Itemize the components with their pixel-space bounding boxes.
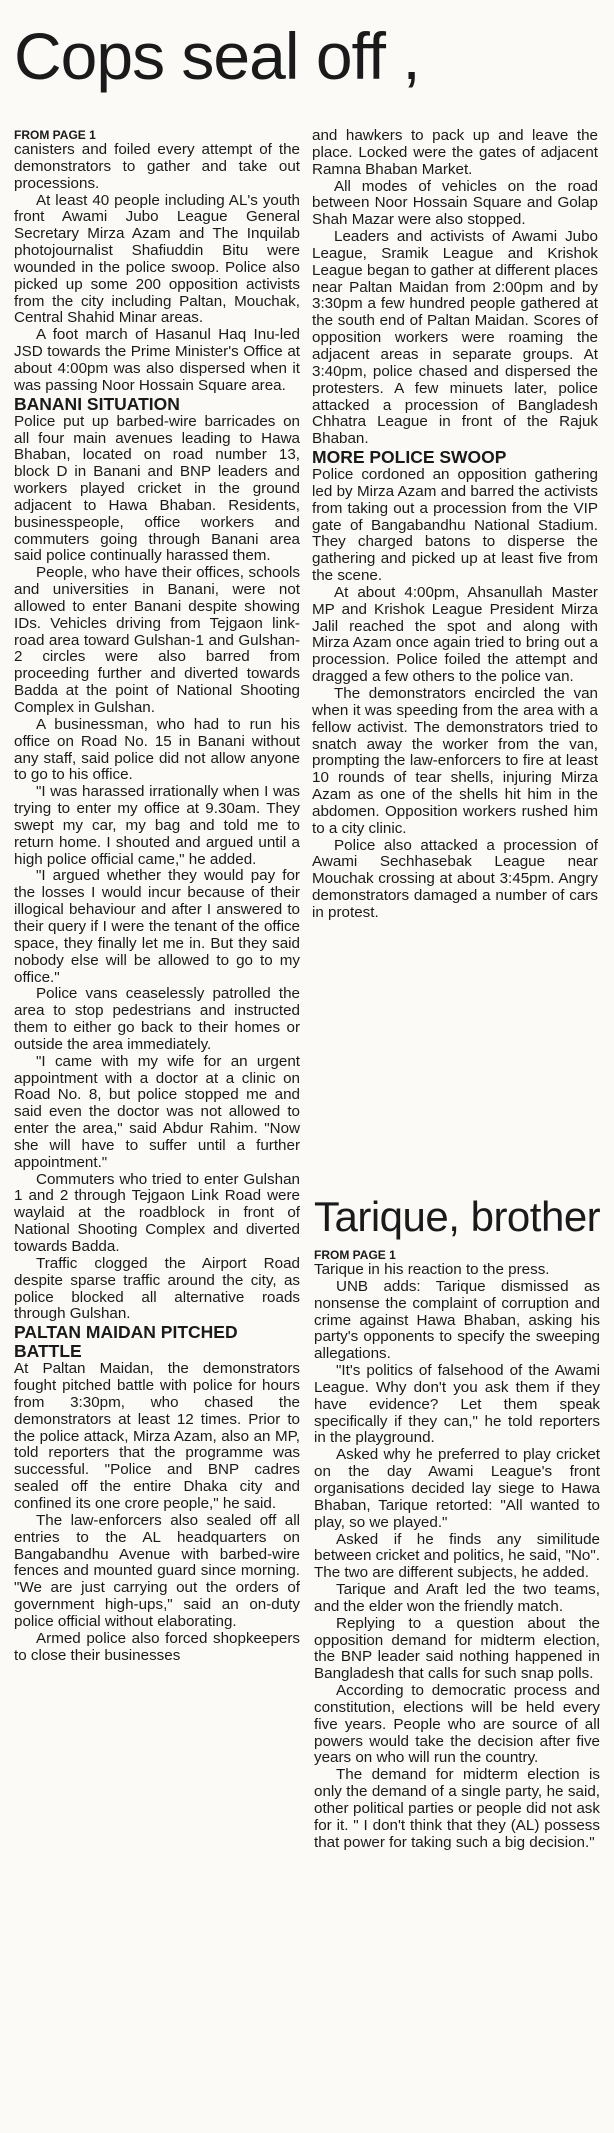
- paragraph: "I argued whether they would pay for the losses I would incur because of their illogical behaviour and after I answered to their query if I were the tenant of the office space, they finally let me in. But they said nobody else will be allowed to go to my office.": [14, 867, 300, 986]
- paragraph: Armed police also forced shopkeepers to close their businesses: [14, 1629, 300, 1664]
- subhead-more-police: MORE POLICE SWOOP: [312, 447, 507, 468]
- story1-headline: Cops seal off ,: [14, 19, 420, 93]
- paragraph: Replying to a question about the opposition demand for midterm election, the BNP leader said nothing happened in Bangladesh that calls for such snap polls.: [314, 1614, 600, 1683]
- paragraph: Asked why he preferred to play cricket on the day Awami League's front organisations decided lay siege to Hawa Bhaban, Tarique retorted: "All wanted to play, so we played.": [314, 1446, 600, 1531]
- paragraph: "It's politics of falsehood of the Awami League. Why don't you ask them if they have evidence? Let them speak specifically if they can," he told reporters in the playground.: [314, 1362, 600, 1447]
- story2-kicker: FROM PAGE 1: [314, 1248, 396, 1262]
- paragraph: canisters and foiled every attempt of the demonstrators to gather and take out processions.: [14, 141, 300, 192]
- paragraph: and hawkers to pack up and leave the place. Locked were the gates of adjacent Ramna Bhaban Market.: [312, 127, 598, 178]
- paragraph: The law-enforcers also sealed off all entries to the AL headquarters on Bangabandhu Avenue with barbed-wire fences and mounted guard since morning. "We are just carrying out the orders of government high-ups," said an on-duty police official without elaborating.: [14, 1511, 300, 1630]
- subhead-banani: BANANI SITUATION: [14, 393, 180, 414]
- paragraph: At least 40 people including AL's youth front Awami Jubo League General Secretary Mirza Azam and The Inquilab photojournalist Shafiuddin Bitu were wounded in the police swoop. Police also picked up some 200 opposition activists from the city including Paltan, Mouchak, Central Shahid Minar areas.: [14, 191, 300, 327]
- paragraph: "I was harassed irrationally when I was trying to enter my office at 9.30am. They swept my car, my bag and told me to return home. I shouted and argued until a high police official came," he added.: [14, 783, 300, 868]
- story1-left-column: [14, 128, 300, 1664]
- paragraph: A foot march of Hasanul Haq Inu-led JSD towards the Prime Minister's Office at about 4:00pm was also dispersed when it was passing Noor Hossain Square area.: [14, 326, 300, 394]
- paragraph: Police cordoned an opposition gathering led by Mirza Azam and barred the activists from taking out a procession from the VIP gate of Bangabandhu National Stadium. They charged batons to disperse the gathering and picked up at least five from the scene.: [312, 466, 598, 585]
- story2-headline: Tarique, brother: [314, 1193, 601, 1240]
- paragraph: Police also attacked a procession of Awami Sechhasebak League near Mouchak crossing at about 3:45pm. Angry demonstrators damaged a number of cars in protest.: [312, 836, 598, 921]
- paragraph: Police put up barbed-wire barricades on all four main avenues leading to Hawa Bhaban, located on road number 13, block D in Banani and BNP leaders and workers played cricket in the ground adjacent to Hawa Bhaban. Residents, businesspeople, office workers and commuters going through Banani area said police continually harassed them.: [14, 412, 300, 565]
- subhead-paltan: PALTAN MAIDAN PITCHED BATTLE: [14, 1322, 238, 1362]
- paragraph: Commuters who tried to enter Gulshan 1 and 2 through Tejgaon Link Road were waylaid at the roadblock in front of National Shooting Complex and diverted towards Badda.: [14, 1170, 300, 1255]
- paragraph: "I came with my wife for an urgent appointment with a doctor at a clinic on Road No. 8, but police stopped me and said even the doctor was not allowed to enter the area," said Abdur Rahim. "Now she will have to suffer until a further appointment.": [14, 1052, 300, 1171]
- paragraph: The demonstrators encircled the van when it was speeding from the area with a fellow activist. The demonstrators tried to snatch away the worker from the van, prompting the law-enforcers to fire at least 10 rounds of tear shells, injuring Mirza Azam as one of the shells hit him in the abdomen. Opposition workers rushed him to a city clinic.: [312, 685, 598, 837]
- paragraph: Asked if he finds any similitude between cricket and politics, he said, "No". The two are different subjects, he added.: [314, 1530, 600, 1582]
- story2-column: [314, 1248, 600, 1852]
- paragraph: Traffic clogged the Airport Road despite sparse traffic around the city, as police blocked all alternative roads through Gulshan.: [14, 1254, 300, 1323]
- paragraph: UNB adds: Tarique dismissed as nonsense the complaint of corruption and crime against Hawa Bhaban, asking his party's opponents to specify the sweeping allegations.: [314, 1277, 600, 1363]
- story1-right-column: [312, 128, 598, 922]
- paragraph: People, who have their offices, schools and universities in Banani, were not allowed to enter Banani despite showing IDs. Vehicles driving from Tejgaon link-road area toward Gulshan-1 and Gulshan-2 circles were also barred from proceeding further and diverted towards Badda at the point of National Shooting Complex in Gulshan.: [14, 564, 300, 716]
- story1-kicker: FROM PAGE 1: [14, 128, 96, 142]
- paragraph: The demand for midterm election is only the demand of a single party, he said, other political parties or people did not ask for it. " I don't think that they (AL) possess that power for taking such a big decision.": [314, 1766, 600, 1851]
- paragraph: A businessman, who had to run his office on Road No. 15 in Banani without any staff, said police did not allow anyone to go to his office.: [14, 715, 300, 784]
- paragraph: Police vans ceaselessly patrolled the area to stop pedestrians and instructed them to either go back to their homes or outside the area immediately.: [14, 985, 300, 1053]
- paragraph: Leaders and activists of Awami Jubo League, Sramik League and Krishok League began to gather at different places near Paltan Maidan from 2:00pm and by 3:30pm a few hundred people gathered at the south end of Paltan Maidan. Scores of opposition workers were roaming the adjacent areas in separate groups. At 3:40pm, police chased and dispersed the protesters. A few minuets later, police attacked a procession of Bangladesh Chhatra League in front of the Rajuk Bhaban.: [312, 228, 598, 448]
- paragraph: All modes of vehicles on the road between Noor Hossain Square and Golap Shah Mazar were also stopped.: [312, 177, 598, 229]
- paragraph: Tarique and Araft led the two teams, and the elder won the friendly match.: [314, 1581, 600, 1615]
- paragraph: Tarique in his reaction to the press.: [314, 1261, 550, 1278]
- paragraph: At Paltan Maidan, the demonstrators fought pitched battle with police for hours from 3:30pm, who chased the demonstrators at least 12 times. Prior to the police attack, Mirza Azam, also an MP, told reporters that the programme was successful. "Police and BNP cadres sealed off the entire Dhaka city and confined its one crore people," he said.: [14, 1360, 300, 1512]
- paragraph: According to democratic process and constitution, elections will be held every five years. People who are source of all powers would take the decision after five years on who will run the country.: [314, 1682, 600, 1767]
- paragraph: At about 4:00pm, Ahsanullah Master MP and Krishok League President Mirza Jalil reached the spot and along with Mirza Azam once again tried to bring out a procession. Police foiled the attempt and dragged a few others to the police van.: [312, 583, 598, 686]
